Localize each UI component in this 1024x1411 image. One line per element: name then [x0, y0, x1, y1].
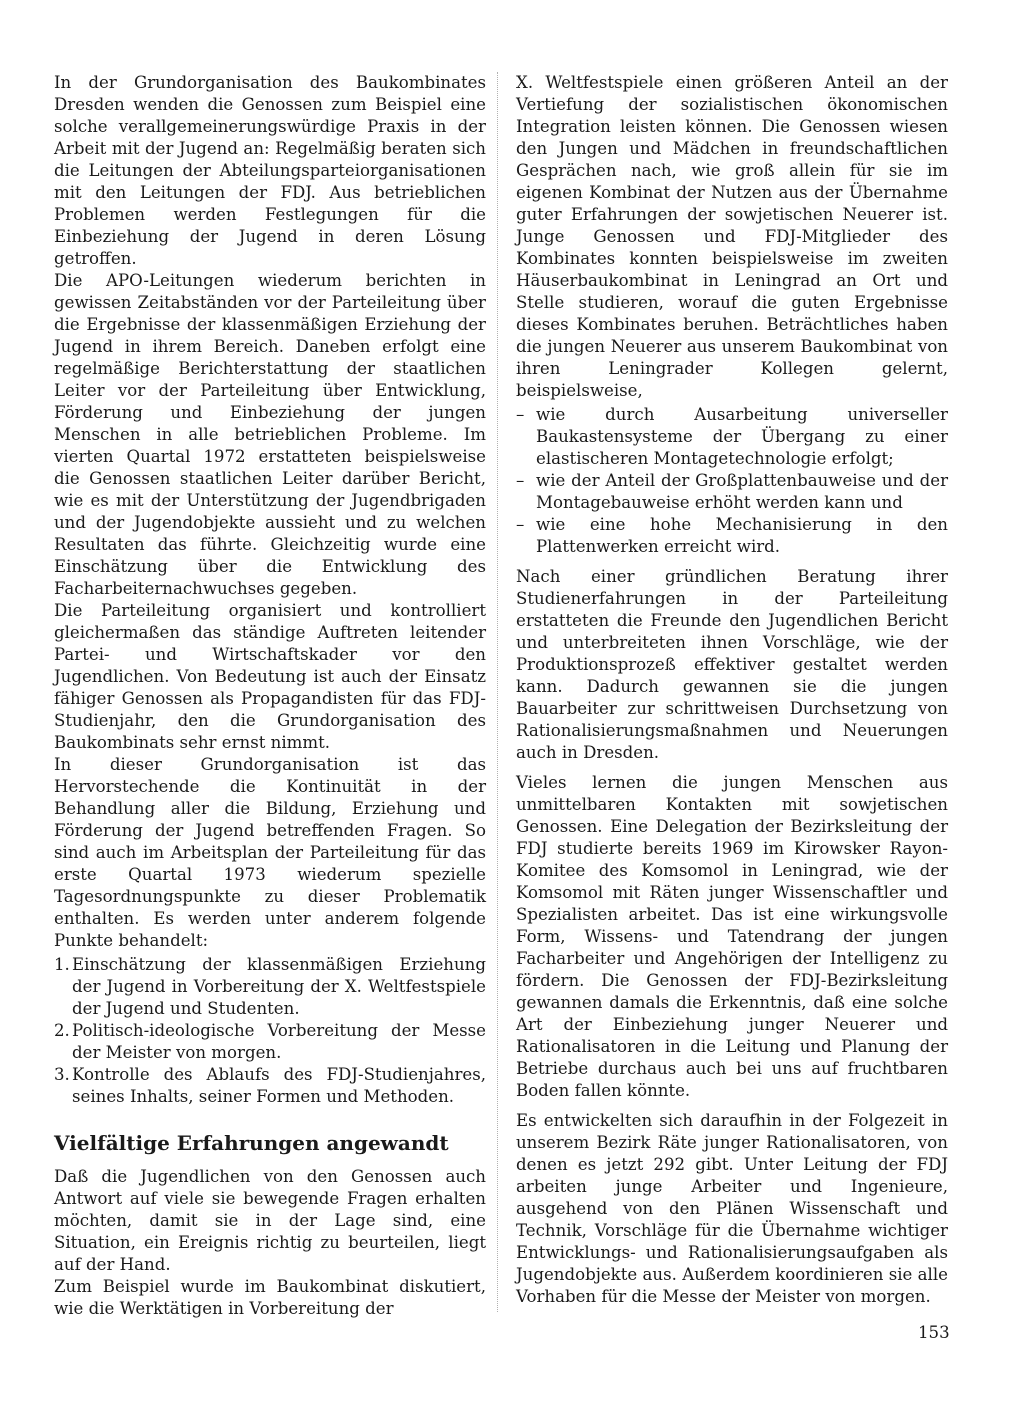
list-number: 3.: [54, 1065, 70, 1084]
paragraph: Es entwickelten sich daraufhin in der Folgezeit in unserem Bezirk Räte junger Rationalisatoren, von denen es jetzt 292 gibt. Unter Leitung der FDJ arbeiten junge Arbeiter und Ingenieure, ausgehend von den Plänen Wissenschaft und Technik, Vorschläge für die Übernahme wichtiger Entwicklungs- und Rationalisierungsaufgaben als Jugendobjekte aus. Außerdem koordinieren sie alle Vorhaben für die Messe der Meister von morgen.: [516, 1111, 948, 1306]
paragraph: In dieser Grundorganisation ist das Hervorstechende die Kontinuität in der Behandlung aller die Bildung, Erziehung und Förderung der Jugend betreffenden Fragen. So sind auch im Arbeitsplan der Parteileitung für das erste Quartal 1973 wiederum spezielle Tagesordnungspunkte zu dieser Problematik enthalten. Es werden unter anderem folgende Punkte behandelt:: [54, 755, 486, 950]
list-item: [516, 404, 948, 470]
list-number: 1.: [54, 955, 70, 974]
list-item: [54, 1064, 486, 1108]
numbered-list: [54, 954, 486, 1108]
column-divider: [497, 72, 498, 1312]
dash-mark: –: [516, 515, 525, 534]
paragraph: X. Weltfestspiele einen größeren Anteil an der Vertiefung der sozialistischen ökonomischen Integration leisten können. Die Genossen wiesen den Jungen und Mädchen in freundschaftlichen Gesprächen nach, wie groß allein für sie im eigenen Kombinat der Nutzen aus der Übernahme guter Erfahrungen der sowjetischen Neuerer ist. Junge Genossen und FDJ-Mitglieder des Kombinates konnten beispielsweise im zweiten Häuserbaukombinat in Leningrad an Ort und Stelle studieren, worauf die guten Ergebnisse dieses Kombinates beruhen. Beträchtliches haben die jungen Neuerer aus unserem Baukombinat von ihren Leningrader Kollegen gelernt, beispielsweise,: [516, 73, 948, 400]
list-item: [516, 514, 948, 558]
dash-mark: –: [516, 405, 525, 424]
section-heading: Vielfältige Erfahrungen angewandt: [54, 1131, 449, 1155]
paragraph: Nach einer gründlichen Beratung ihrer Studienerfahrungen in der Parteileitung erstatteten die Freunde den Jugendlichen Bericht und unterbreiteten ihnen Vorschläge, wie der Produktionsprozeß effektiver gestaltet werden kann. Dadurch gewannen sie die jungen Bauarbeiter zur schrittweisen Durchsetzung von Rationalisierungsmaßnahmen und Neuerungen auch in Dresden.: [516, 567, 948, 762]
list-item: [54, 1020, 486, 1064]
list-item-text: Politisch-ideologische Vorbereitung der Messe der Meister von morgen.: [72, 1021, 486, 1062]
paragraph: Daß die Jugendlichen von den Genossen auch Antwort auf viele sie bewegende Fragen erhalten möchten, damit sie in der Lage sind, eine Situation, ein Ereignis richtig zu beurteilen, liegt auf der Hand.: [54, 1167, 486, 1274]
paragraph: Die Parteileitung organisiert und kontrolliert gleichermaßen das ständige Auftreten leitender Partei- und Wirtschaftskader vor den Jugendlichen. Von Bedeutung ist auch der Einsatz fähiger Genossen als Propagandisten für das FDJ-Studienjahr, den die Grundorganisation des Baukombinats sehr ernst nimmt.: [54, 601, 486, 752]
list-item-text: wie eine hohe Mechanisierung in den Plattenwerken erreicht wird.: [536, 515, 948, 556]
page-number: 153: [918, 1323, 950, 1342]
dash-mark: –: [516, 471, 525, 490]
paragraph: Vieles lernen die jungen Menschen aus unmittelbaren Kontakten mit sowjetischen Genossen. Eine Delegation der Bezirksleitung der FDJ studierte bereits 1969 im Kirowsker Rayon-Komitee des Komsomol in Leningrad, wie der Komsomol mit Räten junger Wissenschaftler und Spezialisten arbeitet. Das ist eine wirkungsvolle Form, Wissens- und Tatendrang der jungen Facharbeiter und Angehörigen der Intelligenz zu fördern. Die Genossen der FDJ-Bezirksleitung gewannen damals die Erkenntnis, daß eine solche Art der Einbeziehung junger Neuerer und Rationalisatoren in die Leitung und Planung der Betriebe durchaus auch bei uns auf fruchtbaren Boden fallen könnte.: [516, 773, 948, 1100]
list-number: 2.: [54, 1021, 70, 1040]
list-item-text: wie der Anteil der Großplattenbauweise und der Montagebauweise erhöht werden kann und: [536, 471, 948, 512]
dash-list: [516, 404, 948, 558]
list-item: [54, 954, 486, 1020]
paragraph: In der Grundorganisation des Baukombinates Dresden wenden die Genossen zum Beispiel eine solche verallgemeinerungswürdige Praxis in der Arbeit mit der Jugend an: Regelmäßig beraten sich die Leitungen der Abteilungsparteiorganisationen mit den Leitungen der FDJ. Aus betrieblichen Problemen werden Festlegungen für die Einbeziehung der Jugend in deren Lösung getroffen.: [54, 73, 486, 268]
paragraph: Die APO-Leitungen wiederum berichten in gewissen Zeitabständen vor der Parteileitung über die Ergebnisse der klassenmäßigen Erziehung der Jugend in ihrem Bereich. Daneben erfolgt eine regelmäßige Berichterstattung der staatlichen Leiter vor der Parteileitung über Entwicklung, Förderung und Einbeziehung der jungen Menschen in alle betrieblichen Probleme. Im vierten Quartal 1972 erstatteten beispielsweise die Genossen staatlichen Leiter darüber Bericht, wie es mit der Unterstützung der Jugendbrigaden und der Jugendobjekte aussieht und zu welchen Resultaten das führte. Gleichzeitig wurde eine Einschätzung über die Entwicklung des Facharbeiternachwuchses gegeben.: [54, 271, 486, 598]
right-column: [516, 72, 948, 1308]
list-item-text: wie durch Ausarbeitung universeller Baukastensysteme der Übergang zu einer elastischeren Montagetechnologie erfolgt;: [536, 405, 948, 468]
paragraph: Zum Beispiel wurde im Baukombinat diskutiert, wie die Werktätigen in Vorbereitung der: [54, 1277, 486, 1318]
list-item: [516, 470, 948, 514]
left-column: [54, 72, 486, 1320]
list-item-text: Kontrolle des Ablaufs des FDJ-Studienjahres, seines Inhalts, seiner Formen und Methoden.: [72, 1065, 486, 1106]
list-item-text: Einschätzung der klassenmäßigen Erziehung der Jugend in Vorbereitung der X. Weltfestspiele der Jugend und Studenten.: [72, 955, 486, 1018]
